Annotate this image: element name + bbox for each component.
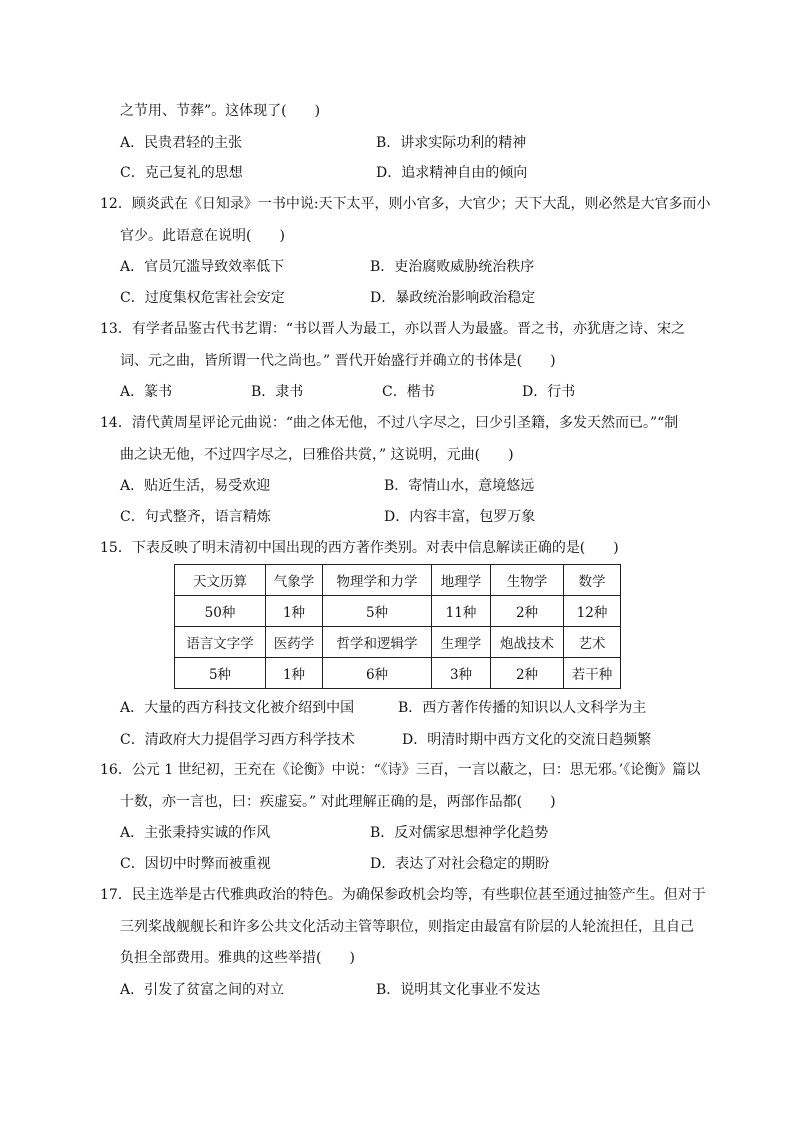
table-cell: 1种 bbox=[266, 658, 323, 689]
q14-option-a[interactable]: A．贴近生活，易受欢迎 bbox=[120, 478, 271, 494]
q13-option-a[interactable]: A．篆书 bbox=[120, 384, 173, 400]
table-row bbox=[175, 658, 621, 689]
table-cell: 医药学 bbox=[266, 627, 323, 658]
q11-option-b[interactable]: B．讲求实际功利的精神 bbox=[376, 135, 527, 151]
table-cell: 2种 bbox=[491, 658, 564, 689]
q17-stem-line1: 17．民主选举是古代雅典政治的特色。为确保参政机会均等，有些职位甚至通过抽签产生。但对于 bbox=[100, 887, 706, 903]
table-cell: 6种 bbox=[323, 658, 432, 689]
table-cell: 炮战技术 bbox=[491, 627, 564, 658]
q13-stem-line1: 13．有学者品鉴古代书艺谓：“书以晋人为最工，亦以晋人为最盛。晋之书，亦犹唐之诗、宋之 bbox=[100, 321, 685, 337]
q13-option-d[interactable]: D．行书 bbox=[522, 384, 576, 400]
q17-stem-line3: 负担全部费用。雅典的这些举措( ) bbox=[120, 950, 355, 966]
q16-option-a[interactable]: A．主张秉持实诚的作风 bbox=[120, 825, 271, 841]
table-cell: 生理学 bbox=[432, 627, 491, 658]
q13-option-c[interactable]: C．楷书 bbox=[382, 384, 435, 400]
table-cell: 艺术 bbox=[564, 627, 621, 658]
q15-option-c[interactable]: C．清政府大力提倡学习西方科学技术 bbox=[120, 732, 355, 748]
q16-option-b[interactable]: B．反对儒家思想神学化趋势 bbox=[370, 825, 549, 841]
table-cell: 12种 bbox=[564, 596, 621, 627]
q12-option-c[interactable]: C．过度集权危害社会安定 bbox=[120, 290, 285, 306]
table-cell: 若干种 bbox=[564, 658, 621, 689]
table-cell: 天文历算 bbox=[175, 565, 266, 596]
q12-option-a[interactable]: A．官员冗滥导致效率低下 bbox=[120, 259, 285, 275]
q11-stem-cont: 之节用、节葬”。这体现了( ) bbox=[120, 103, 321, 119]
q16-option-c[interactable]: C．因切中时弊而被重视 bbox=[120, 856, 271, 872]
q12-stem-line2: 官少。此语意在说明( ) bbox=[120, 228, 285, 244]
q11-option-c[interactable]: C．克己复礼的思想 bbox=[120, 165, 243, 181]
q14-option-d[interactable]: D．内容丰富，包罗万象 bbox=[384, 509, 536, 525]
table-cell: 气象学 bbox=[266, 565, 323, 596]
q15-stem-line1: 15．下表反映了明末清初中国出现的西方著作类别。对表中信息解读正确的是( ) bbox=[100, 540, 619, 556]
table-cell: 生物学 bbox=[491, 565, 564, 596]
q17-option-a[interactable]: A．引发了贫富之间的对立 bbox=[120, 982, 285, 998]
table-cell: 哲学和逻辑学 bbox=[323, 627, 432, 658]
table-cell: 地理学 bbox=[432, 565, 491, 596]
q13-option-b[interactable]: B．隶书 bbox=[251, 384, 304, 400]
table-row bbox=[175, 596, 621, 627]
table-cell: 数学 bbox=[564, 565, 621, 596]
table-cell: 1种 bbox=[266, 596, 323, 627]
table-row bbox=[175, 627, 621, 658]
table-row bbox=[175, 565, 621, 596]
q16-stem-line1: 16．公元 1 世纪初，王充在《论衡》中说：“《诗》三百，一言以蔽之，曰：思无邪。’《论衡》篇以 bbox=[100, 762, 701, 778]
q14-stem-line2: 曲之诀无他，不过四字尽之，曰雅俗共赏，” 这说明，元曲( ) bbox=[120, 447, 514, 463]
q16-stem-line2: 十数，亦一言也，曰：疾虚妄。” 对此理解正确的是，两部作品都( ) bbox=[120, 794, 556, 810]
q15-data-table bbox=[174, 564, 621, 689]
q15-option-d[interactable]: D．明清时期中西方文化的交流日趋频繁 bbox=[402, 732, 652, 748]
table-cell: 3种 bbox=[432, 658, 491, 689]
q17-option-b[interactable]: B．说明其文化事业不发达 bbox=[376, 982, 541, 998]
q14-option-b[interactable]: B．寄情山水，意境悠远 bbox=[384, 478, 535, 494]
q12-option-d[interactable]: D．暴政统治影响政治稳定 bbox=[370, 290, 536, 306]
table-cell: 2种 bbox=[491, 596, 564, 627]
q11-option-a[interactable]: A．民贵君轻的主张 bbox=[120, 135, 243, 151]
q11-option-d[interactable]: D．追求精神自由的倾向 bbox=[376, 165, 528, 181]
table-cell: 5种 bbox=[175, 658, 266, 689]
q14-stem-line1: 14．清代黄周星评论元曲说：“曲之体无他，不过八字尽之，曰少引圣籍，多发天然而已。”“制 bbox=[100, 415, 679, 431]
q14-option-c[interactable]: C．句式整齐，语言精炼 bbox=[120, 509, 271, 525]
q16-option-d[interactable]: D．表达了对社会稳定的期盼 bbox=[370, 856, 550, 872]
q15-option-a[interactable]: A．大量的西方科技文化被介绍到中国 bbox=[120, 700, 355, 716]
table-cell: 5种 bbox=[323, 596, 432, 627]
q17-stem-line2: 三列桨战舰舰长和许多公共文化活动主管等职位，则指定由最富有阶层的人轮流担任，且自己 bbox=[120, 919, 694, 935]
table-cell: 11种 bbox=[432, 596, 491, 627]
q15-option-b[interactable]: B．西方著作传播的知识以人文科学为主 bbox=[398, 700, 647, 716]
table-cell: 语言文字学 bbox=[175, 627, 266, 658]
q13-stem-line2: 词、元之曲，皆所谓一代之尚也。” 晋代开始盛行并确立的书体是( ) bbox=[120, 353, 556, 369]
table-cell: 50种 bbox=[175, 596, 266, 627]
table-cell: 物理学和力学 bbox=[323, 565, 432, 596]
q12-stem-line1: 12．顾炎武在《日知录》一书中说:天下太平，则小官多，大官少；天下大乱，则必然是大官多而小 bbox=[100, 196, 711, 212]
q12-option-b[interactable]: B．吏治腐败威胁统治秩序 bbox=[370, 259, 535, 275]
